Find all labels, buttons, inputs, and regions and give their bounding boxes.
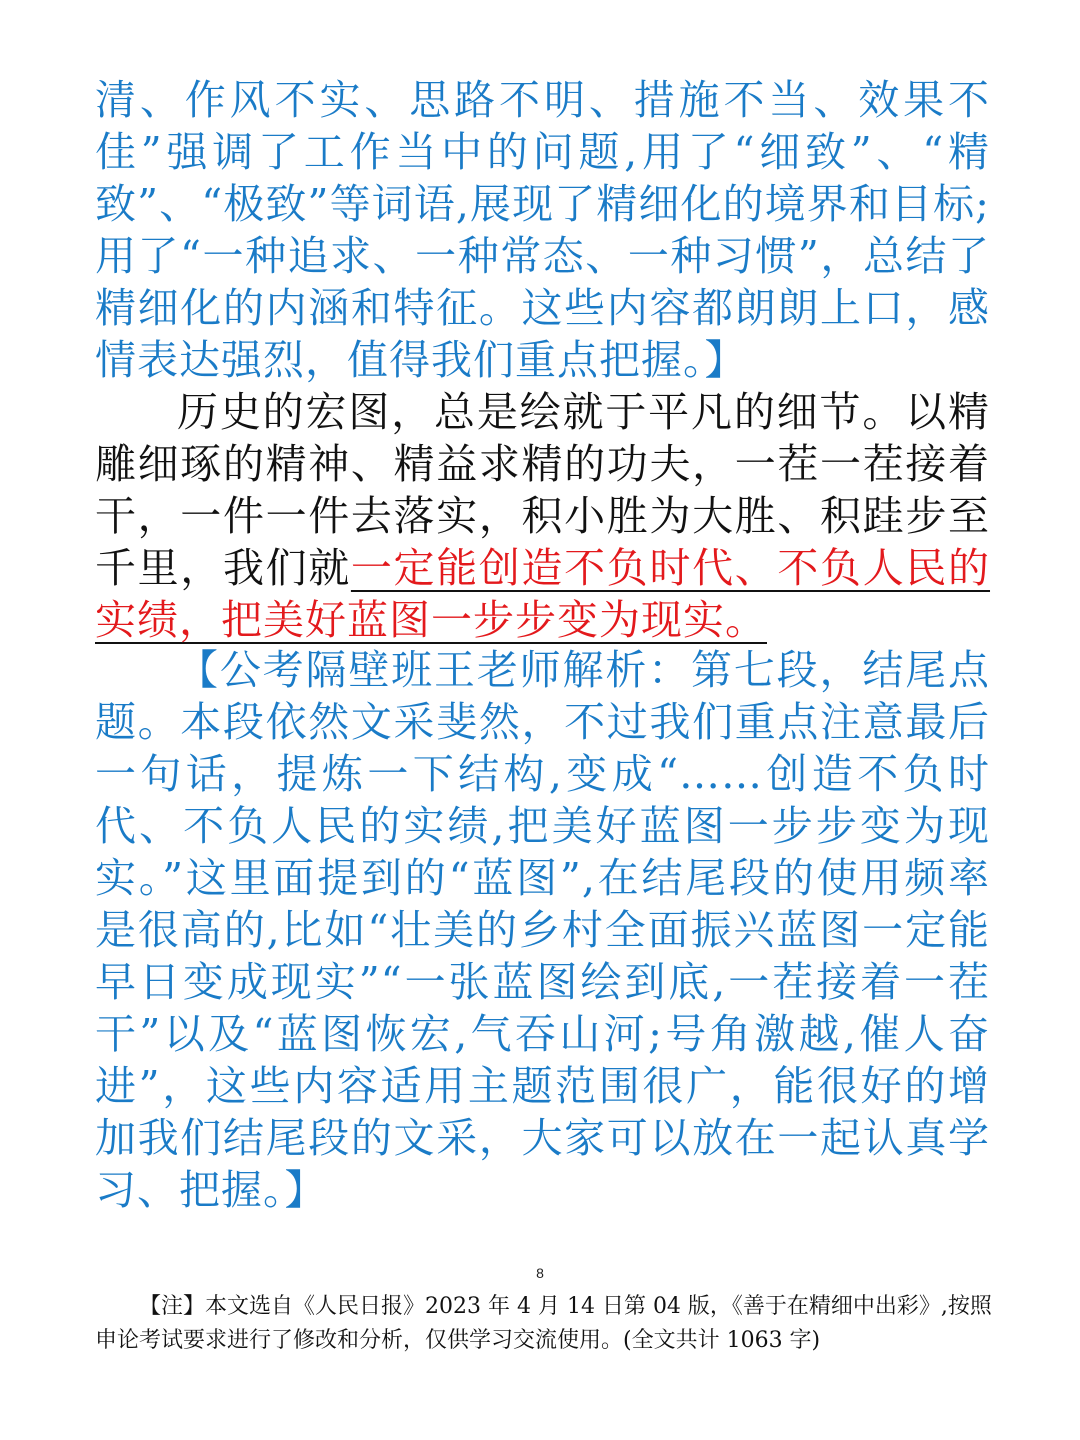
source-footnote: 【注】本文选自《人民日报》2023 年 4 月 14 日第 04 版，《善于在精细中出彩》,按照申论考试要求进行了修改和分析，仅供学习交流使用。(全文共计 1063 字) xyxy=(95,1294,992,1353)
highlighted-key-sentence: 一定能创造不负时代、不负人民的实绩，把美好蓝图一步步变为现实。 xyxy=(95,544,991,644)
essay-paragraph-seven xyxy=(95,386,990,646)
page-number: 8 xyxy=(536,1265,544,1281)
analysis-paragraph-seven: 【公考隔壁班王老师解析：第七段，结尾点题。本段依然文采斐然，不过我们重点注意最后一句话，提炼一下结构,变成“……创造不负时代、不负人民的实绩,把美好蓝图一步步变为现实。”这里面提到的“蓝图”,在结尾段的使用频率是很高的,比如“壮美的乡村全面振兴蓝图一定能早日变成现实”“一张蓝图绘到底,一茬接着一茬干”以及“蓝图恢宏,气吞山河;号角激越,催人奋进”，这些内容适用主题范围很广，能很好的增加我们结尾段的文采，大家可以放在一起认真学习、把握。】 xyxy=(95,646,990,1214)
essay-paragraph-text: 历史的宏图，总是绘就于平凡的细节。以精雕细琢的精神、精益求精的功夫，一茬一茬接着干，一件一件去落实，积小胜为大胜、积跬步至千里，我们就 xyxy=(95,388,990,592)
analysis-paragraph-continued: 清、作风不实、思路不明、措施不当、效果不佳”强调了工作当中的问题,用了“细致”、“精致”、“极致”等词语,展现了精细化的境界和目标;用了“一种追求、一种常态、一种习惯”，总结了精细化的内涵和特征。这些内容都朗朗上口，感情表达强烈，值得我们重点把握。】 xyxy=(95,76,990,384)
